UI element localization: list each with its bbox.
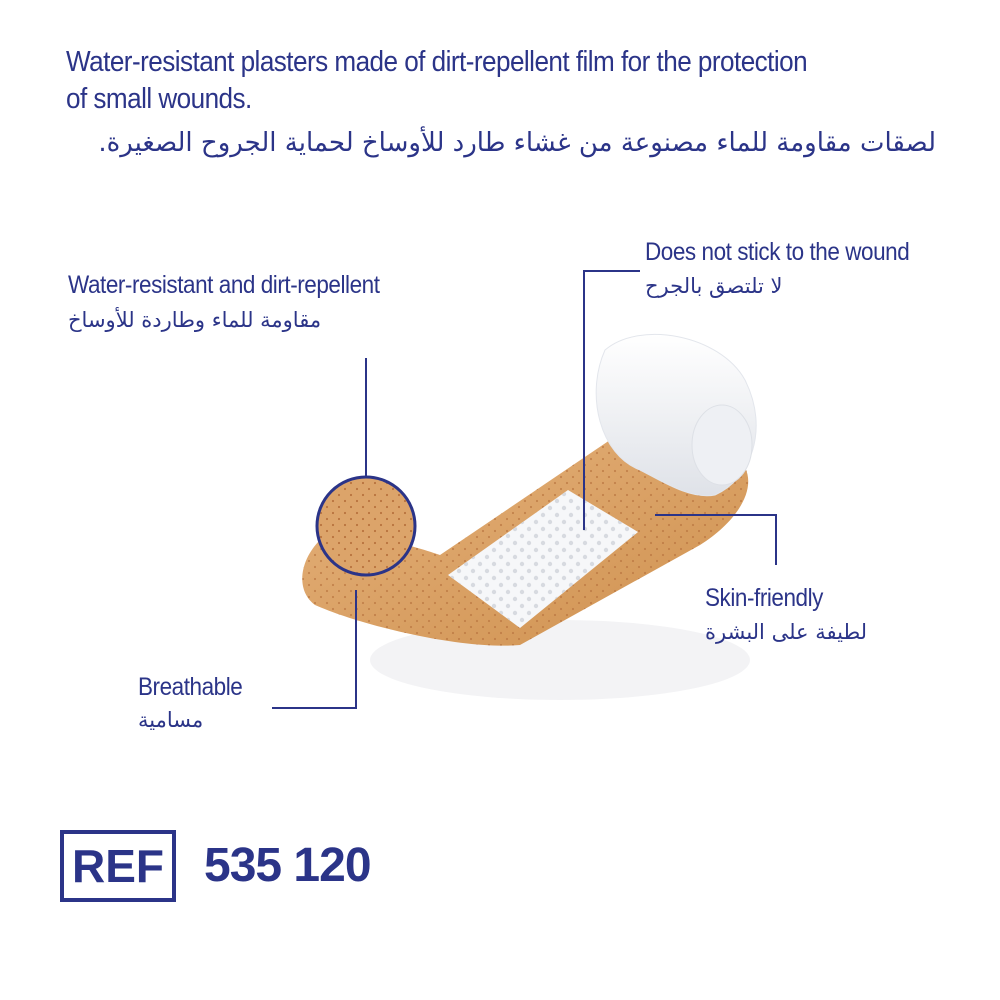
callout-no-stick-ar: لا تلتصق بالجرح bbox=[645, 274, 783, 298]
callout-no-stick-en: Does not stick to the wound bbox=[645, 238, 910, 266]
ref-label: REF bbox=[72, 840, 164, 892]
headline-english: Water-resistant plasters made of dirt-repellent film for the protection of small wounds. bbox=[66, 46, 808, 115]
callout-skin-friendly-en: Skin-friendly bbox=[705, 584, 823, 612]
liner-roll-end bbox=[692, 405, 752, 485]
callout-water-resistant-ar: مقاومة للماء وطاردة للأوساخ bbox=[68, 308, 322, 332]
ref-number: 535 120 bbox=[204, 839, 371, 892]
callout-water-resistant-en: Water-resistant and dirt-repellent bbox=[68, 271, 380, 299]
callout-skin-friendly-ar: لطيفة على البشرة bbox=[705, 620, 868, 644]
callout-breathable-en: Breathable bbox=[138, 673, 243, 701]
callout-breathable-ar: مسامية bbox=[138, 708, 204, 732]
headline-arabic: لصقات مقاومة للماء مصنوعة من غشاء طارد للأوساخ لحماية الجروح الصغيرة. bbox=[98, 128, 936, 158]
ref-label-box bbox=[60, 830, 176, 902]
